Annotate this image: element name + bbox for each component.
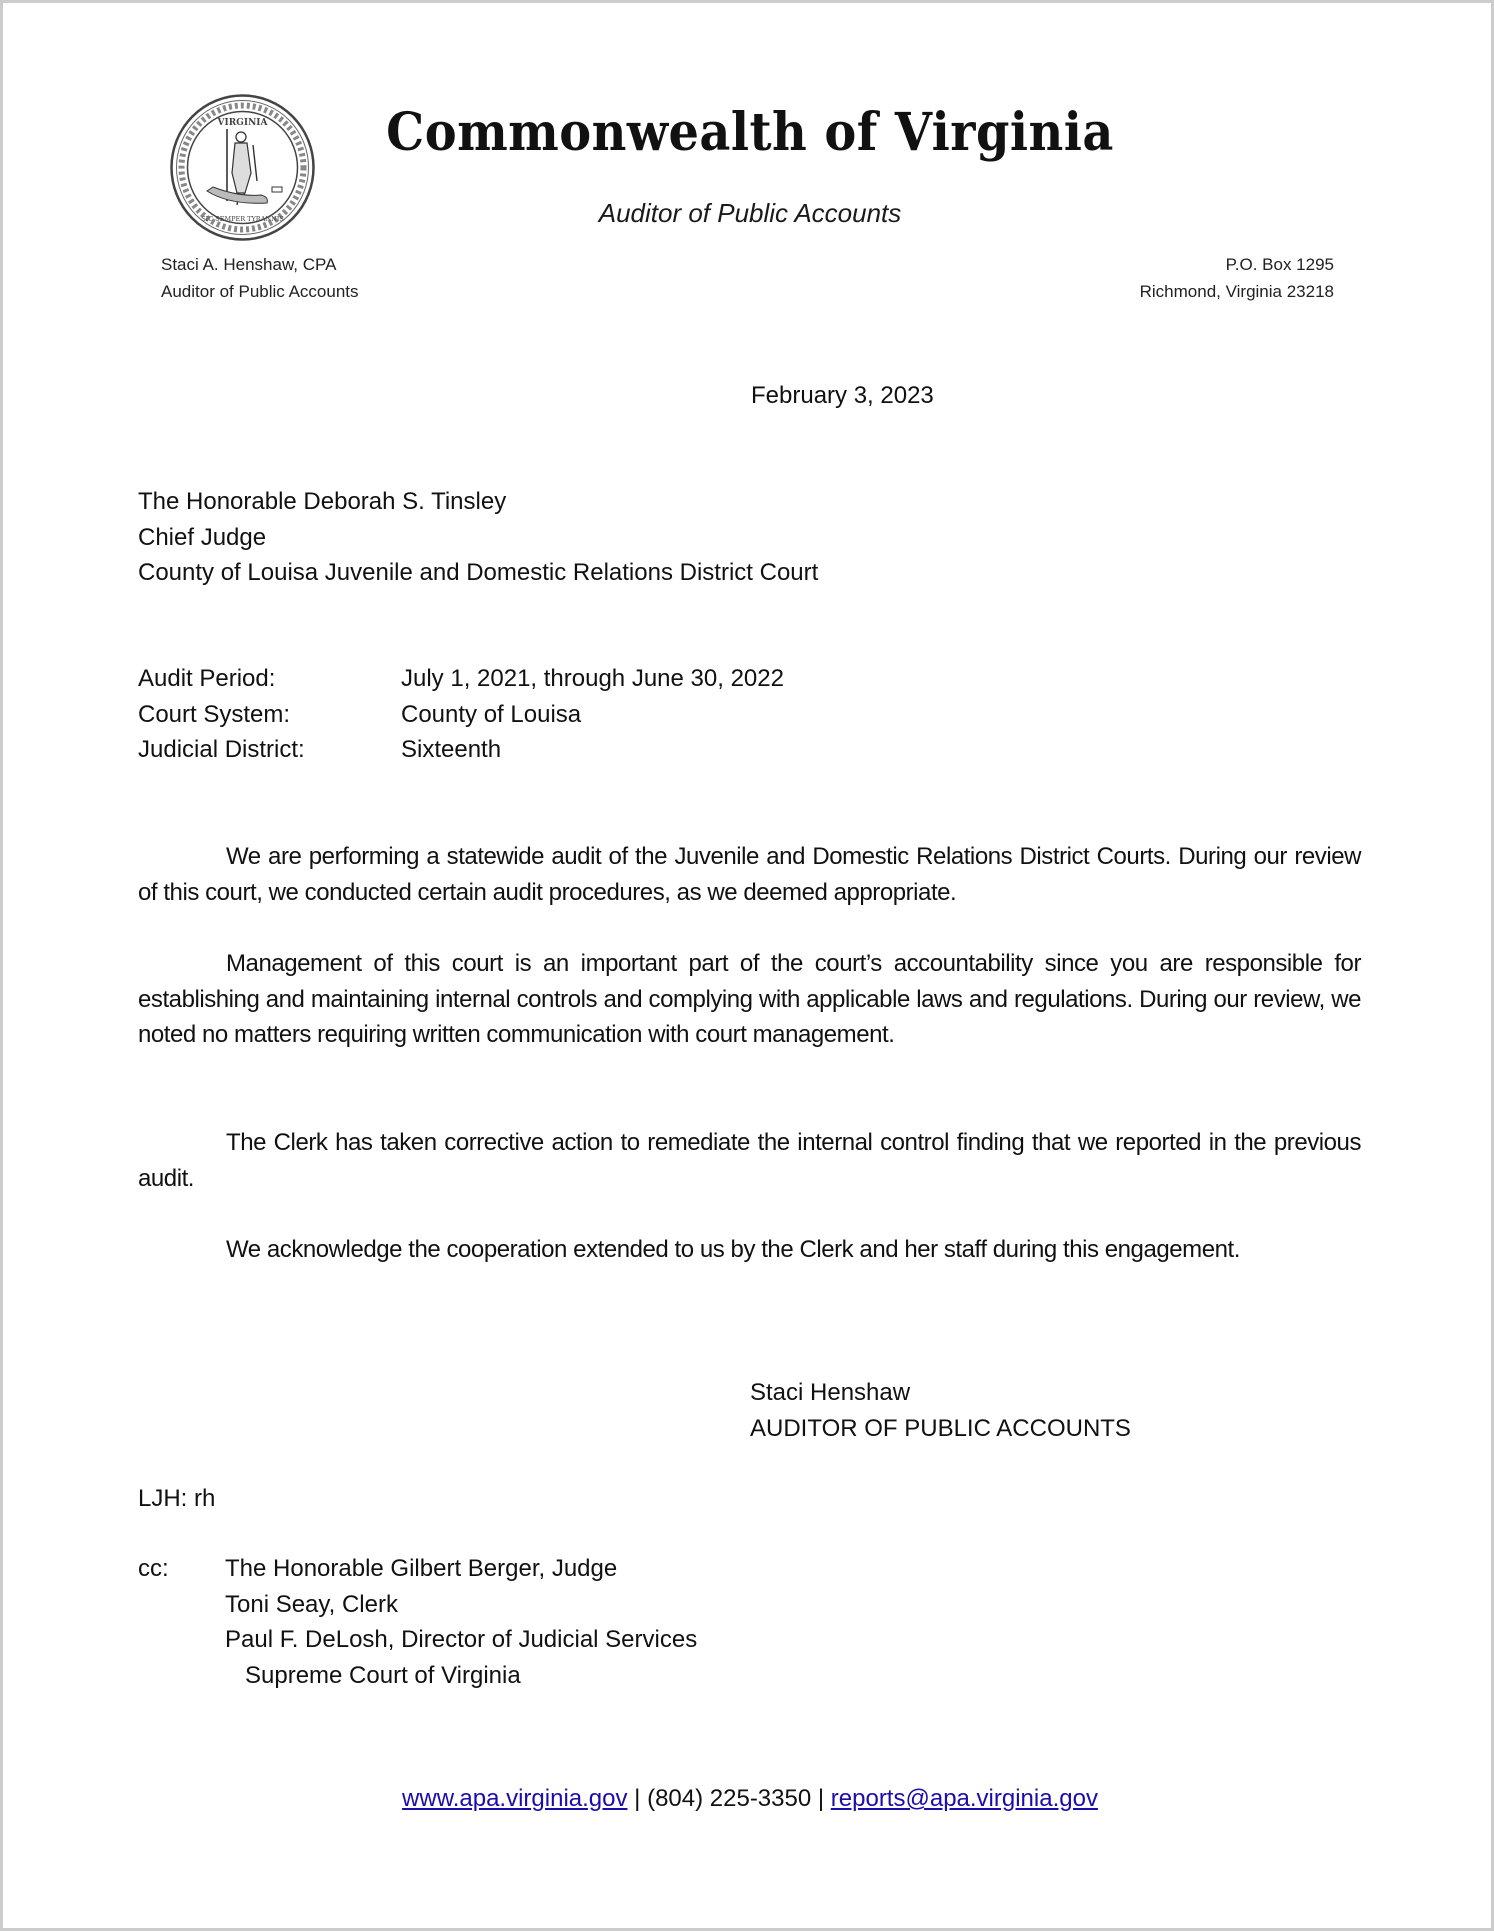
letter-date: February 3, 2023 [751, 382, 934, 409]
footer-contact [3, 1781, 1494, 1817]
body-paragraph-4: We acknowledge the cooperation extended to us by the Clerk and her staff during this engagement. [226, 1236, 1240, 1263]
letterhead-subtitle: Auditor of Public Accounts [598, 198, 902, 228]
virginia-state-seal-icon [169, 93, 316, 242]
signature-block [750, 1375, 1131, 1446]
svg-text:SIC SEMPER TYRANNIS: SIC SEMPER TYRANNIS [201, 215, 284, 223]
website-link[interactable]: www.apa.virginia.gov [402, 1785, 628, 1812]
footer-separator: | [627, 1785, 648, 1812]
audit-info-block [138, 661, 784, 768]
addressee-block [138, 484, 818, 591]
cc-recipient: Toni Seay, Clerk [225, 1590, 398, 1618]
auditor-name-block [161, 251, 359, 305]
office-address-block [1140, 251, 1334, 305]
addressee-court: County of Louisa Juvenile and Domestic Relations District Court [138, 559, 819, 587]
audit-info-row [138, 661, 784, 697]
cc-label: cc: [138, 1555, 169, 1582]
audit-info-row [138, 697, 784, 733]
audit-info-row [138, 732, 784, 768]
signature-name: Staci Henshaw [750, 1379, 911, 1406]
city-state-zip: Richmond, Virginia 23218 [1139, 282, 1334, 301]
audit-period-label: Audit Period: [138, 665, 276, 692]
judicial-district-label: Judicial District: [138, 736, 305, 764]
auditor-name: Staci A. Henshaw, CPA [161, 255, 337, 274]
cc-recipient: Paul F. DeLosh, Director of Judicial Services [225, 1626, 698, 1654]
body-paragraph-2: Management of this court is an important part of the court’s accountability since you are responsible for establishing and maintaining internal controls and complying with applicable laws and regulations. During our review, we noted no matters requiring written communication with court management. [138, 950, 1361, 1049]
body-paragraph-3: The Clerk has taken corrective action to remediate the internal control finding that we reported in the previous audit. [138, 1129, 1361, 1192]
email-link[interactable]: reports@apa.virginia.gov [830, 1785, 1098, 1812]
signature-title: AUDITOR OF PUBLIC ACCOUNTS [750, 1414, 1131, 1442]
audit-period-value: July 1, 2021, through June 30, 2022 [401, 665, 784, 692]
judicial-district-value: Sixteenth [401, 736, 502, 764]
addressee-name: The Honorable Deborah S. Tinsley [138, 488, 507, 515]
court-system-value: County of Louisa [401, 700, 582, 728]
cc-list [225, 1551, 697, 1693]
body-paragraph-1: We are performing a statewide audit of the Juvenile and Domestic Relations District Courts. During our review of this court, we conducted certain audit procedures, as we deemed appropriate. [138, 843, 1361, 906]
po-box: P.O. Box 1295 [1225, 255, 1334, 274]
typist-initials: LJH: rh [138, 1485, 216, 1512]
addressee-title: Chief Judge [138, 523, 267, 551]
court-system-label: Court System: [138, 700, 291, 728]
cc-recipient: Supreme Court of Virginia [245, 1661, 521, 1689]
cc-recipient: The Honorable Gilbert Berger, Judge [225, 1555, 618, 1582]
phone-number: (804) 225-3350 [647, 1785, 812, 1812]
footer-separator: | [811, 1785, 831, 1812]
letterhead-title: Commonwealth of Virginia [386, 102, 1114, 163]
svg-text:VIRGINIA: VIRGINIA [217, 118, 268, 128]
auditor-title: Auditor of Public Accounts [161, 282, 359, 301]
